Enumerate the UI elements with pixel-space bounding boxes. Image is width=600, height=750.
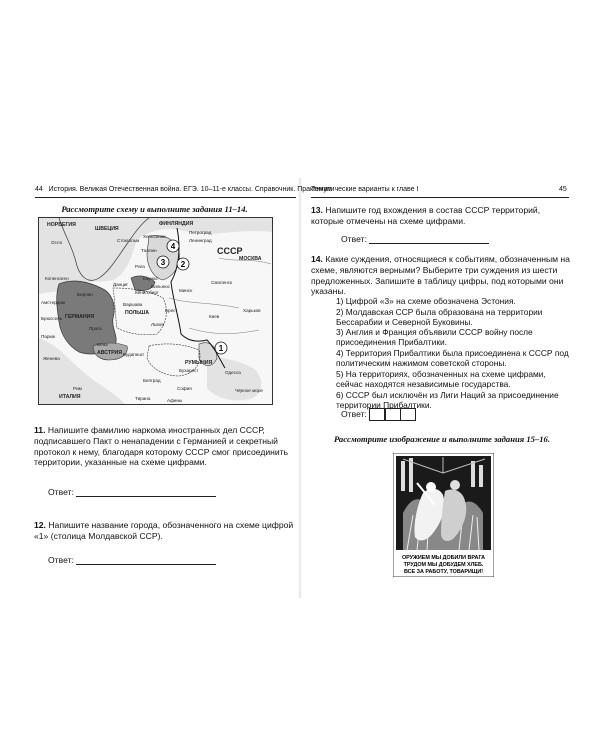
map-label: ФИНЛЯНДИЯ bbox=[159, 221, 194, 227]
question-12-answer: Ответ: bbox=[48, 555, 216, 565]
q14-option-1: 1) Цифрой «3» на схеме обозначена Эстония. bbox=[336, 296, 516, 306]
map-label: ШВЕЦИЯ bbox=[95, 226, 119, 232]
historical-map bbox=[38, 217, 273, 405]
map-label: Вильнюс bbox=[151, 284, 170, 289]
map-label: Одесса bbox=[225, 370, 241, 375]
question-11-answer: Ответ: bbox=[48, 487, 216, 497]
left-header-rule bbox=[35, 197, 296, 198]
map-label: РУМЫНИЯ bbox=[185, 360, 213, 366]
map-label: Смоленск bbox=[211, 280, 233, 285]
question-12-text: Напишите название города, обозначенного на схеме цифрой «1» (столица Молдавской ССР). bbox=[34, 520, 294, 541]
answer-cell-1[interactable] bbox=[369, 408, 385, 421]
map-label: Париж bbox=[41, 334, 56, 339]
question-14-answer: Ответ: bbox=[341, 408, 415, 421]
map-label: Львов bbox=[151, 322, 164, 327]
question-11 bbox=[34, 425, 296, 468]
q14-option-2: 2) Молдавская ССР была образована на территории Бессарабии и Северной Буковины. bbox=[336, 307, 543, 328]
svg-text:1: 1 bbox=[218, 344, 224, 353]
map-label: Брюссель bbox=[41, 316, 63, 321]
map-label: Рим bbox=[73, 386, 82, 391]
map-marker-3 bbox=[157, 256, 169, 268]
right-header-rule bbox=[311, 197, 569, 198]
map-label: Кёнигсберг bbox=[135, 290, 159, 295]
q14-option-4: 4) Территория Прибалтики была присоединена к СССР под политическим нажимом советской стороны. bbox=[336, 348, 569, 369]
svg-text:3: 3 bbox=[160, 258, 166, 267]
map-label: Киев bbox=[209, 314, 220, 319]
right-page bbox=[301, 0, 600, 750]
map-label: Прага bbox=[89, 326, 102, 331]
question-13-text: Напишите год вхождения в состав СССР территорий, которые отмечены на схеме цифрами. bbox=[311, 205, 541, 226]
poster-caption-line-1: ОРУЖИЕМ МЫ ДОБИЛИ ВРАГА bbox=[401, 555, 486, 561]
map-label: Берлин bbox=[77, 292, 93, 297]
poster-caption-line-3: ВСЕ ЗА РАБОТУ, ТОВАРИЩИ! bbox=[403, 569, 484, 575]
map-label: СССР bbox=[217, 246, 243, 256]
map-label: Осло bbox=[51, 240, 63, 245]
question-14-text: Какие суждения, относящиеся к событиям, обозначенным на схеме, являются верными? Выберите три суждения из шести предложенных. Запишите в таблицу цифры, под которыми они указаны. bbox=[311, 254, 570, 297]
map-label: Афины bbox=[167, 398, 183, 403]
map-marker-1 bbox=[215, 342, 227, 354]
question-14 bbox=[311, 254, 573, 297]
answer-line-11[interactable] bbox=[76, 487, 216, 497]
question-12-number: 12. bbox=[34, 520, 46, 530]
question-11-text: Напишите фамилию наркома иностранных дел СССР, подписавшего Пакт о ненападении с Германией и секретный протокол к нему, благодаря которому СССР смог присоединить территории, указанные на схеме цифрами. bbox=[34, 425, 289, 468]
map-marker-2 bbox=[177, 258, 189, 270]
map-label: АВСТРИЯ bbox=[97, 350, 122, 356]
question-12 bbox=[34, 520, 296, 542]
map-label: Бухарест bbox=[179, 368, 199, 373]
propaganda-poster bbox=[393, 453, 494, 577]
q14-option-3: 3) Англия и Франция объявили СССР войну после присоединения Прибалтики. bbox=[336, 327, 533, 348]
map-marker-4 bbox=[167, 240, 179, 252]
question-11-number: 11. bbox=[34, 425, 46, 435]
map-label: Амстердам bbox=[41, 300, 65, 305]
map-label: ПОЛЬША bbox=[125, 310, 149, 316]
map-label: Чёрное море bbox=[235, 388, 263, 393]
map-label: Таллин bbox=[141, 248, 157, 253]
poster-task-title: Рассмотрите изображение и выполните задания 15–16. bbox=[334, 434, 550, 444]
map-label: Данциг bbox=[113, 282, 129, 287]
map-task-title: Рассмотрите схему и выполните задания 11–14. bbox=[61, 204, 248, 214]
map-label: Минск bbox=[179, 288, 193, 293]
poster-caption-line-2: ТРУДОМ МЫ ДОБУДЕМ ХЛЕБ. bbox=[403, 562, 484, 568]
black-sea bbox=[207, 357, 261, 400]
map-label: Белград bbox=[143, 378, 161, 383]
map-label: Харьков bbox=[243, 308, 261, 313]
map-label: Рига bbox=[135, 264, 145, 269]
map-label: Вена bbox=[97, 342, 108, 347]
question-13-number: 13. bbox=[311, 205, 323, 215]
question-13-answer: Ответ: bbox=[341, 234, 489, 244]
map-label: София bbox=[177, 386, 192, 391]
question-14-number: 14. bbox=[311, 254, 323, 264]
map-label: Петроград bbox=[189, 230, 212, 235]
map-label: Ленинград bbox=[189, 238, 212, 243]
right-running-head: Тематические варианты к главе I bbox=[311, 186, 419, 193]
map-label: Хельсинки bbox=[143, 234, 166, 239]
left-running-head: 44 История. Великая Отечественная война. ЕГЭ. 10–11-е классы. Справочник. Практикум bbox=[35, 186, 332, 193]
svg-text:4: 4 bbox=[170, 242, 176, 251]
map-label: Стокгольм bbox=[117, 238, 140, 243]
map-label: Женева bbox=[43, 356, 60, 361]
answer-line-12[interactable] bbox=[76, 555, 216, 565]
poster-image bbox=[393, 453, 494, 577]
q14-option-5: 5) На территориях, обозначенных на схеме цифрами, сейчас находятся независимые государства. bbox=[336, 369, 546, 390]
right-page-number: 45 bbox=[559, 186, 567, 193]
map-label: Каунас bbox=[143, 276, 158, 281]
question-13 bbox=[311, 205, 573, 227]
map-label: ИТАЛИЯ bbox=[59, 394, 81, 400]
left-page-number: 44 bbox=[35, 186, 43, 193]
q14-option-6: 6) СССР был исключён из Лиги Наций за присоединение территории Прибалтики. bbox=[336, 390, 559, 411]
map-label: Будапешт bbox=[123, 352, 145, 357]
map-label: НОРВЕГИЯ bbox=[47, 222, 76, 228]
map-label: Брест bbox=[165, 308, 178, 313]
map-label: ГЕРМАНИЯ bbox=[65, 314, 95, 320]
map-label: МОСКВА bbox=[239, 256, 262, 262]
answer-cell-3[interactable] bbox=[400, 408, 416, 421]
map-label: Варшава bbox=[123, 302, 143, 307]
map-label: Копенгаген bbox=[45, 276, 69, 281]
svg-text:2: 2 bbox=[180, 260, 186, 269]
answer-cell-2[interactable] bbox=[385, 408, 401, 421]
answer-line-13[interactable] bbox=[369, 234, 489, 244]
map-label: Тирана bbox=[135, 396, 151, 401]
